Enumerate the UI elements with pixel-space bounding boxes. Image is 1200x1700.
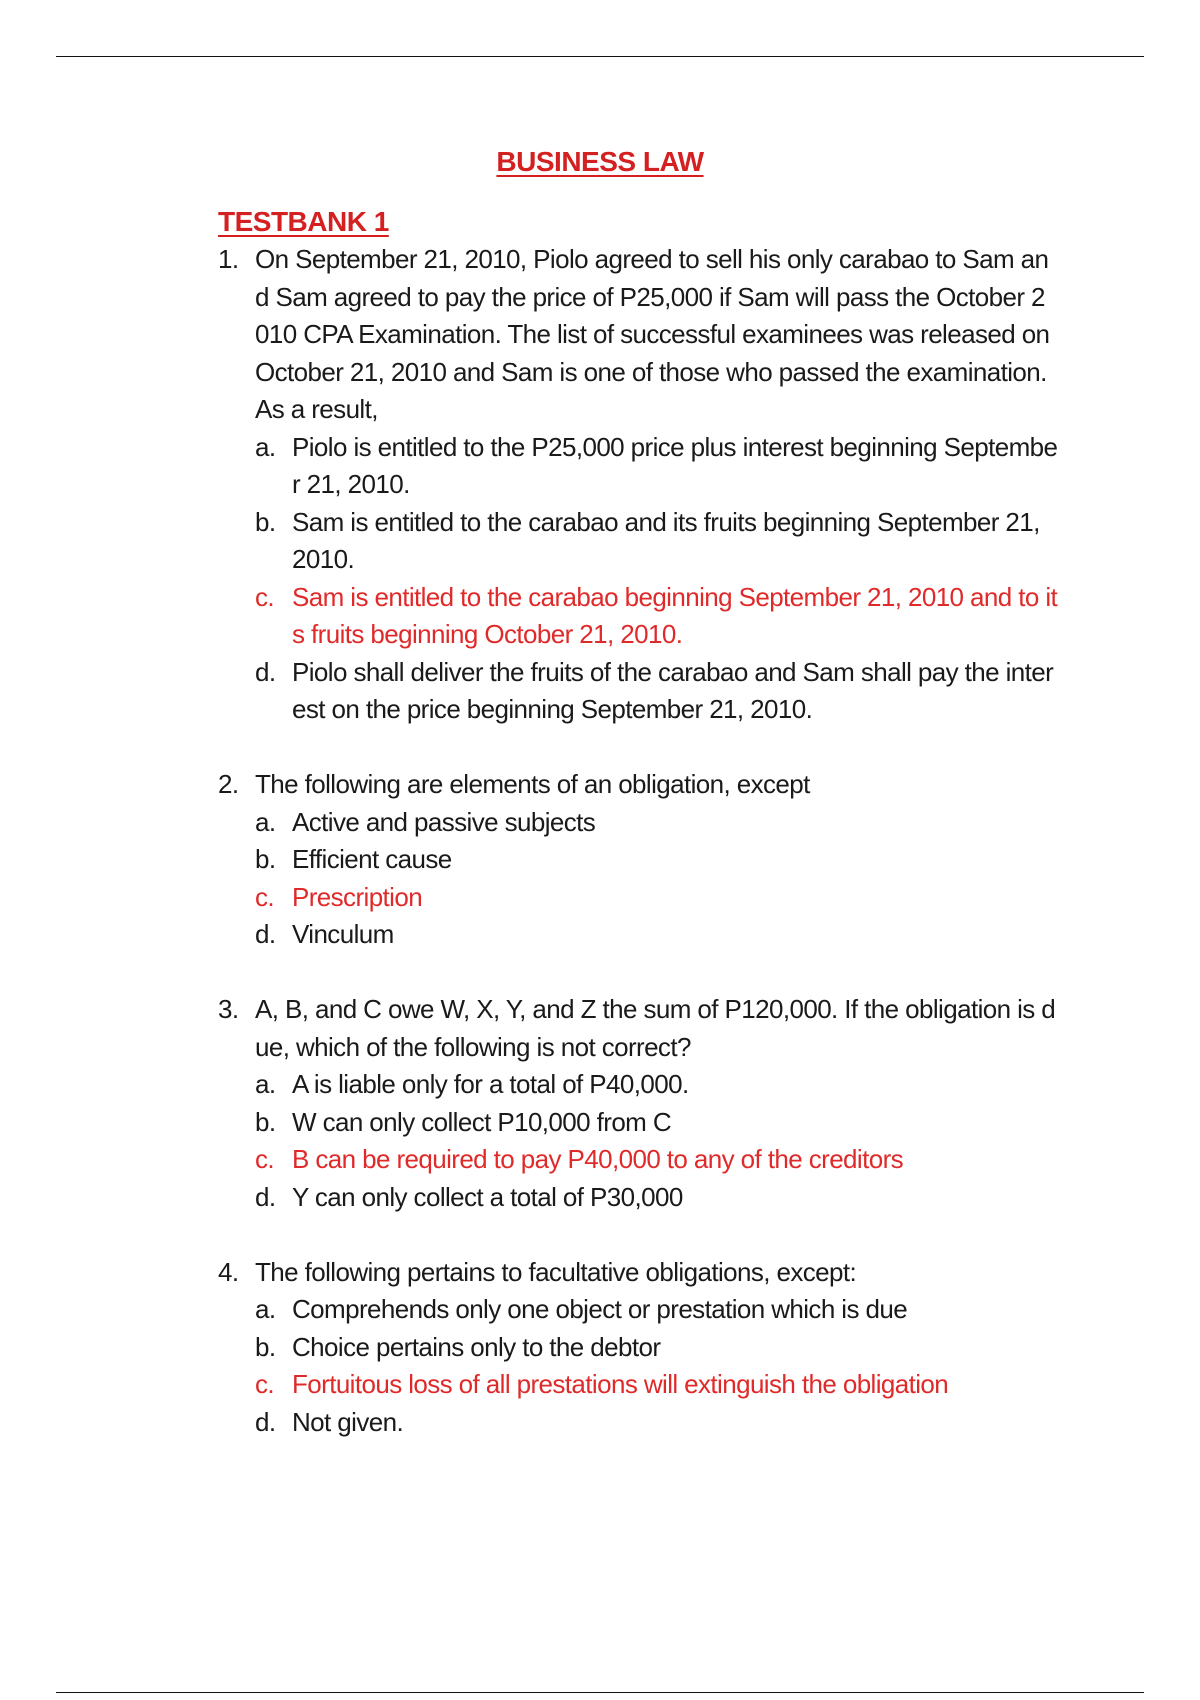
question-1 [218, 241, 1058, 729]
choice-a [255, 1066, 1058, 1104]
choice-text: Piolo is entitled to the P25,000 price plus interest beginning September 21, 2010. [292, 431, 1058, 499]
choice-text: A is liable only for a total of P40,000. [292, 1069, 689, 1099]
choice-a [255, 1291, 1058, 1329]
question-number: 4. [218, 1256, 239, 1287]
choice-c-correct-answer [255, 879, 1058, 917]
choice-text: W can only collect P10,000 from C [292, 1106, 672, 1137]
choice-letter: b. [255, 1331, 276, 1362]
top-rule [56, 56, 1144, 57]
question-number: 2. [218, 769, 239, 799]
choice-letter: a. [255, 806, 276, 837]
question-number: 1. [218, 244, 239, 274]
choice-text: Piolo shall deliver the fruits of the carabao and Sam shall pay the interest on the price beginning September 21, 2010. [292, 656, 1054, 724]
choice-c-correct-answer [255, 1366, 1058, 1404]
choice-text: Efficient cause [292, 844, 452, 874]
choice-d [255, 916, 1058, 954]
choice-text: Sam is entitled to the carabao and its fruits beginning September 21, 2010. [292, 506, 1040, 574]
choice-text: Vinculum [292, 919, 394, 949]
question-3 [218, 991, 1058, 1216]
choice-text: Choice pertains only to the debtor [292, 1331, 661, 1362]
choice-letter: d. [255, 919, 276, 949]
choice-text: Y can only collect a total of P30,000 [292, 1181, 683, 1212]
choice-list [218, 1066, 1058, 1216]
question-number: 3. [218, 994, 239, 1024]
choice-b [255, 1329, 1058, 1367]
choice-letter: d. [255, 1406, 276, 1437]
choice-c-correct-answer [255, 1141, 1058, 1179]
choice-d [255, 1179, 1058, 1217]
question-text: The following pertains to facultative obligations, except: [255, 1256, 857, 1287]
choice-letter: c. [255, 1144, 275, 1174]
choice-text: Sam is entitled to the carabao beginning September 21, 2010 and to its fruits beginning October 21, 2010. [292, 581, 1058, 649]
question-text: A, B, and C owe W, X, Y, and Z the sum of P120,000. If the obligation is due, which of the following is not correct? [255, 994, 1056, 1062]
choice-b [255, 1104, 1058, 1142]
bottom-rule [56, 1692, 1144, 1693]
choice-b [255, 504, 1058, 579]
choice-d [255, 1404, 1058, 1442]
choice-text: Not given. [292, 1406, 404, 1437]
choice-list [218, 1291, 1058, 1441]
choice-text: Active and passive subjects [292, 806, 596, 837]
question-4 [218, 1254, 1058, 1442]
question-text: On September 21, 2010, Piolo agreed to sell his only carabao to Sam and Sam agreed to pay the price of P25,000 if Sam will pass the October 2010 CPA Examination. The list of successful examinees was released on October 21, 2010 and Sam is one of those who passed the examination. As a result, [255, 244, 1050, 424]
choice-b [255, 841, 1058, 879]
choice-c-correct-answer [255, 579, 1058, 654]
question-2 [218, 766, 1058, 954]
choice-letter: c. [255, 1369, 275, 1399]
choice-text: Prescription [292, 881, 423, 912]
question-text: The following are elements of an obligation, except [255, 769, 810, 799]
choice-a [255, 804, 1058, 842]
choice-letter: c. [255, 581, 275, 612]
choice-text: B can be required to pay P40,000 to any of the creditors [292, 1144, 904, 1174]
choice-list [218, 804, 1058, 954]
question-list [218, 241, 1058, 1479]
choice-text: Comprehends only one object or prestation which is due [292, 1294, 908, 1324]
choice-letter: b. [255, 844, 276, 874]
choice-letter: a. [255, 431, 276, 462]
choice-text: Fortuitous loss of all prestations will extinguish the obligation [292, 1369, 949, 1399]
document-title: BUSINESS LAW [496, 146, 704, 177]
choice-letter: a. [255, 1294, 276, 1324]
choice-letter: c. [255, 881, 275, 912]
section-title: TESTBANK 1 [218, 206, 389, 237]
choice-letter: d. [255, 656, 276, 687]
choice-letter: d. [255, 1181, 276, 1212]
choice-a [255, 429, 1058, 504]
choice-d [255, 654, 1058, 729]
choice-letter: a. [255, 1069, 276, 1099]
choice-letter: b. [255, 1106, 276, 1137]
choice-letter: b. [255, 506, 276, 537]
choice-list [218, 429, 1058, 729]
